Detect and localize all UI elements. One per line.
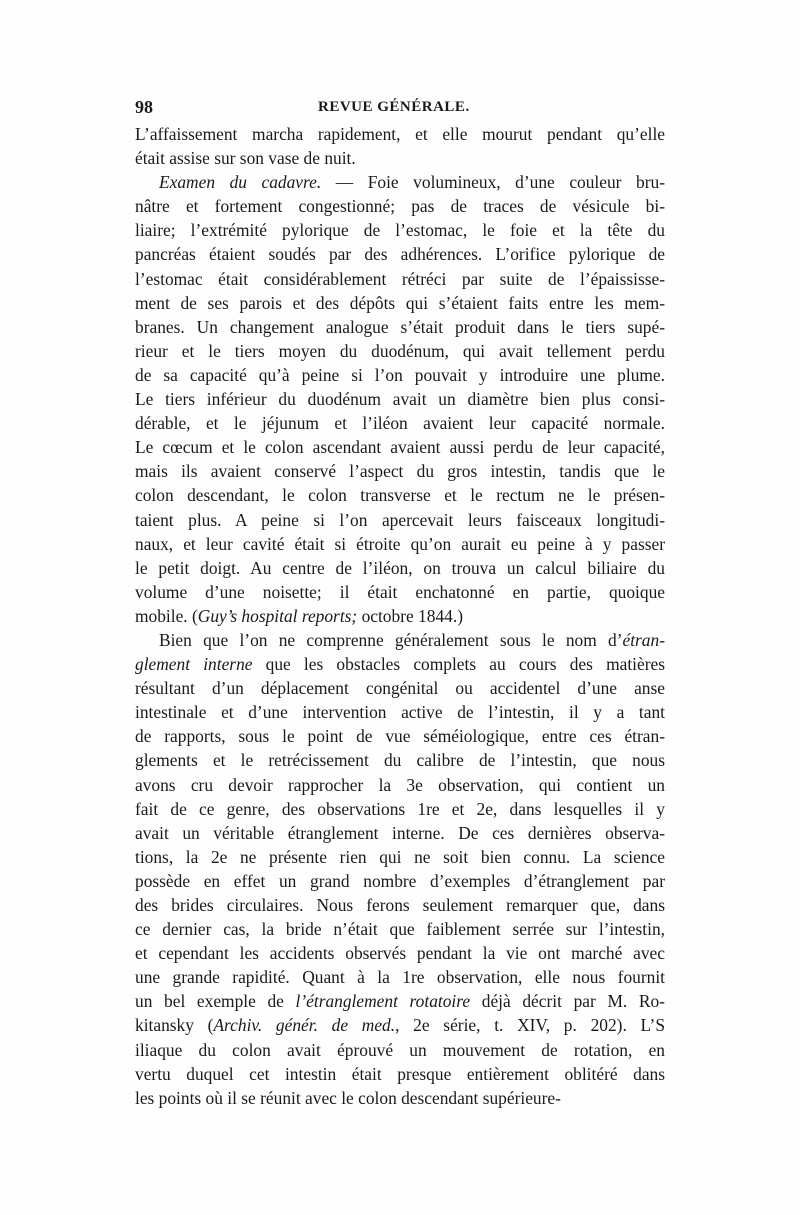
text-line — [135, 170, 665, 194]
text-segment: branes. Un changement analogue s’était produit dans le tiers supé- — [135, 316, 665, 337]
text-segment: l’estomac était considérablement rétréci par suite de l’épaississe- — [135, 268, 665, 289]
italic-segment: étran- — [622, 629, 665, 650]
text-line — [135, 869, 665, 893]
text-line — [135, 387, 665, 411]
text-line — [135, 291, 665, 315]
text-line — [135, 508, 665, 532]
page-header — [135, 97, 670, 121]
text-segment: pancréas étaient soudés par des adhérences. L’orifice pylorique de — [135, 244, 665, 265]
text-line — [135, 965, 665, 989]
text-line — [135, 435, 665, 459]
italic-segment: Guy’s hospital reports; — [197, 605, 358, 626]
text-segment: résultant d’un déplacement congénital ou accidentel d’une anse — [135, 678, 665, 699]
text-line — [135, 628, 665, 652]
text-segment: ment de ses parois et des dépôts qui s’étaient faits entre les mem- — [135, 292, 665, 313]
text-line — [135, 556, 665, 580]
text-segment: et cependant les accidents observés pendant la vie ont marché avec — [135, 943, 665, 964]
text-segment: nâtre et fortement congestionné; pas de traces de vésicule bi- — [135, 196, 665, 217]
text-segment: , 2e série, t. XIV, p. 202). L’S — [395, 1015, 665, 1036]
text-segment: dérable, et le jéjunum et l’iléon avaient leur capacité normale. — [135, 413, 665, 434]
text-segment: Le cœcum et le colon ascendant avaient aussi perdu de leur capacité, — [135, 437, 665, 458]
text-segment: était assise sur son vase de nuit. — [135, 148, 356, 169]
text-line — [135, 411, 665, 435]
text-line — [135, 1062, 665, 1086]
text-segment: fait de ce genre, des observations 1re et 2e, dans lesquelles il y — [135, 798, 665, 819]
text-line — [135, 122, 665, 146]
italic-segment: l’étranglement rotatoire — [295, 991, 471, 1012]
text-segment: ce dernier cas, la bride n’était que faiblement serrée sur l’intestin, — [135, 919, 665, 940]
text-segment: L’affaissement marcha rapidement, et elle mourut pendant qu’elle — [135, 124, 665, 144]
text-line — [135, 821, 665, 845]
text-segment: intestinale et d’une intervention active de l’intestin, il y a tant — [135, 702, 665, 723]
text-line — [135, 459, 665, 483]
text-line — [135, 797, 665, 821]
text-line — [135, 700, 665, 724]
text-line — [135, 1013, 665, 1037]
text-segment: Le tiers inférieur du duodénum avait un diamètre bien plus consi- — [135, 389, 665, 410]
text-segment: glements et le retrécissement du calibre de l’intestin, que nous — [135, 750, 665, 771]
text-segment: déjà décrit par M. Ro- — [470, 991, 665, 1012]
text-line — [135, 363, 665, 387]
text-line — [135, 532, 665, 556]
text-line — [135, 339, 665, 363]
text-line — [135, 1038, 665, 1062]
text-segment: — Foie volumineux, d’une couleur bru- — [321, 172, 665, 193]
text-line — [135, 267, 665, 291]
running-head: REVUE GÉNÉRALE. — [318, 99, 470, 115]
text-line — [135, 845, 665, 869]
text-line — [135, 242, 665, 266]
text-line — [135, 748, 665, 772]
text-segment: les points où il se réunit avec le colon descendant supérieure- — [135, 1087, 561, 1108]
text-segment: le petit doigt. Au centre de l’iléon, on trouva un calcul biliaire du — [135, 557, 665, 578]
text-segment: possède en effet un grand nombre d’exemples d’étranglement par — [135, 870, 665, 891]
text-segment: une grande rapidité. Quant à la 1re observation, elle nous fournit — [135, 967, 665, 988]
text-line — [135, 146, 665, 170]
text-segment: naux, et leur cavité était si étroite qu’on aurait eu peine à y passer — [135, 533, 665, 554]
text-segment: avait un véritable étranglement interne. De ces dernières observa- — [135, 822, 665, 843]
text-segment: colon descendant, le colon transverse et le rectum ne le présen- — [135, 485, 665, 506]
text-segment: liaire; l’extrémité pylorique de l’estomac, le foie et la tête du — [135, 220, 665, 241]
text-line — [135, 724, 665, 748]
text-segment: mais ils avaient conservé l’aspect du gros intestin, tandis que le — [135, 461, 665, 482]
body-text — [135, 122, 665, 1110]
text-line — [135, 941, 665, 965]
page-number: 98 — [135, 97, 153, 117]
text-line — [135, 773, 665, 797]
text-line — [135, 483, 665, 507]
text-segment: kitansky ( — [135, 1015, 214, 1036]
text-segment: tions, la 2e ne présente rien qui ne soit bien connu. La science — [135, 846, 665, 867]
text-segment: rieur et le tiers moyen du duodénum, qui avait tellement perdu — [135, 340, 665, 361]
text-segment: volume d’une noisette; il était enchatonné en partie, quoique — [135, 581, 665, 602]
text-segment: des brides circulaires. Nous ferons seulement remarquer que, dans — [135, 895, 665, 915]
text-segment: taient plus. A peine si l’on apercevait leurs faisceaux longitudi- — [135, 509, 665, 530]
text-line — [135, 917, 665, 941]
text-segment: vertu duquel cet intestin était presque entièrement oblitéré dans — [135, 1063, 665, 1084]
text-line — [135, 580, 665, 604]
text-segment: Bien que l’on ne comprenne généralement sous le nom d’ — [159, 629, 623, 650]
text-segment: de sa capacité qu’à peine si l’on pouvait y introduire une plume. — [135, 364, 665, 385]
text-line — [135, 1086, 665, 1110]
text-segment: que les obstacles complets au cours des matières — [252, 654, 665, 675]
text-line — [135, 893, 665, 917]
text-segment: mobile. ( — [135, 605, 198, 626]
text-segment: octobre 1844.) — [357, 605, 463, 626]
text-line — [135, 604, 665, 628]
text-segment: avons cru devoir rapprocher la 3e observation, qui contient un — [135, 774, 665, 795]
italic-segment: Examen du cadavre. — [159, 172, 322, 193]
text-line — [135, 218, 665, 242]
text-line — [135, 989, 665, 1013]
text-segment: de rapports, sous le point de vue séméiologique, entre ces étran- — [135, 726, 665, 747]
text-line — [135, 194, 665, 218]
text-line — [135, 676, 665, 700]
text-line — [135, 652, 665, 676]
text-segment: un bel exemple de — [135, 991, 296, 1012]
text-segment: iliaque du colon avait éprouvé un mouvement de rotation, en — [135, 1039, 665, 1060]
italic-segment: glement interne — [135, 654, 253, 675]
text-line — [135, 315, 665, 339]
italic-segment: Archiv. génér. de med. — [213, 1015, 396, 1036]
